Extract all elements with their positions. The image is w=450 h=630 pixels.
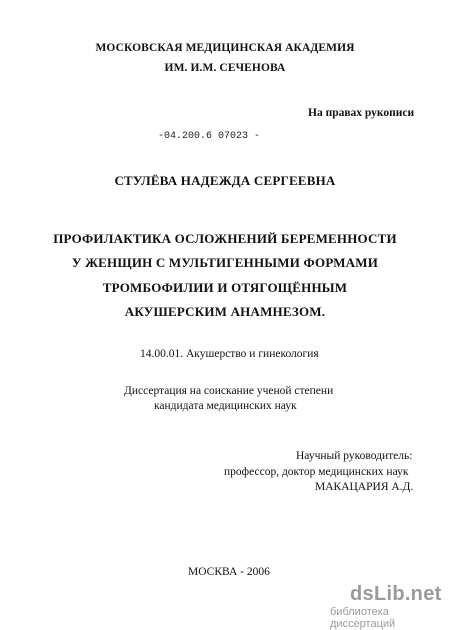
title-line-2: У ЖЕНЩИН С МУЛЬТИГЕННЫМИ ФОРМАМИ: [71, 255, 379, 270]
watermark-subtitle: библиотека диссертаций: [330, 606, 396, 630]
degree-line-1: Диссертация на соискание ученой степени: [124, 385, 334, 397]
advisor-position: профессор, доктор медицинских наук: [224, 466, 409, 478]
degree-line-2: кандидата медицинских наук: [154, 400, 297, 412]
advisor-name: МАКАЦАРИЯ А.Д.: [315, 481, 414, 493]
institution-name-line1: МОСКОВСКАЯ МЕДИЦИНСКАЯ АКАДЕМИЯ: [95, 42, 355, 54]
specialty-code: 14.00.01. Акушерство и гинекология: [140, 348, 319, 360]
registration-stamp: -04.200.6 07023 -: [158, 131, 261, 142]
institution-name-line2: ИМ. И.М. СЕЧЕНОВА: [164, 62, 286, 74]
place-year: МОСКВА - 2006: [188, 566, 270, 578]
manuscript-note: На правах рукописи: [308, 107, 415, 119]
title-line-1: ПРОФИЛАКТИКА ОСЛОЖНЕНИЙ БЕРЕМЕННОСТИ: [53, 231, 397, 246]
advisor-label: Научный руководитель:: [296, 450, 413, 462]
author-name: СТУЛЁВА НАДЕЖДА СЕРГЕЕВНА: [114, 173, 336, 188]
title-line-4: АКУШЕРСКИМ АНАМНЕЗОМ.: [124, 304, 326, 319]
watermark-logo: dsLib.net: [350, 583, 442, 605]
title-line-3: ТРОМБОФИЛИИ И ОТЯГОЩЁННЫМ: [102, 280, 348, 295]
